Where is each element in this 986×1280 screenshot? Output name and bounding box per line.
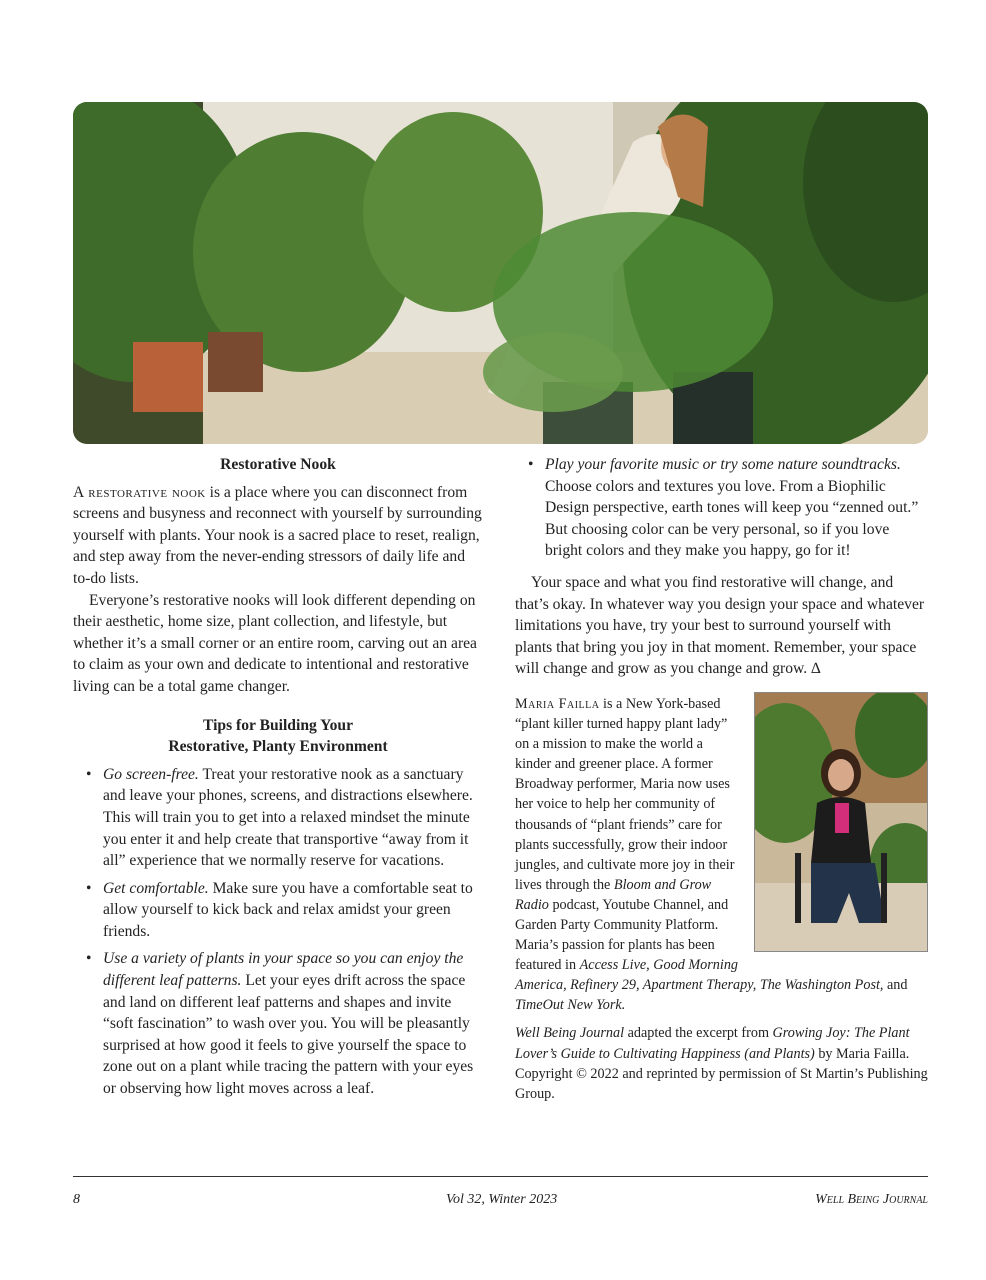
page-number: 8 bbox=[73, 1192, 80, 1207]
journal-name: Well Being Journal bbox=[815, 1192, 928, 1207]
tip-text: Let your eyes drift across the space and land on different leaf patterns and shapes and invite “soft fascination” to wash over you. You will be pleasantly surprised at how good it feels to give yourself the space to zone out on a plant while tracing the pattern with your eyes or observing how light moves across a leaf. bbox=[103, 972, 474, 1098]
author-portrait-illustration bbox=[755, 693, 927, 951]
body-paragraph: Everyone’s restorative nooks will look different depending on their aesthetic, home size, plant collection, and lifestyle, but whether it’s a small corner or an entire room, carving out an area to claim as your own and dedicate to intentional and restorative living can be a total game changer. bbox=[73, 591, 477, 695]
credit-italic: Growing Joy: The Plant Lover’s Guide to Cultivating Happiness (and Plants) bbox=[515, 1025, 910, 1062]
author-bio bbox=[515, 694, 928, 1104]
bio-italic: Bloom and Grow Radio bbox=[515, 876, 712, 913]
tips-list bbox=[73, 764, 483, 1100]
list-item bbox=[73, 764, 483, 872]
intro-text: is a place where you can disconnect from screens and busyness and reconnect with yourself by surrounding yourself with plants. Your nook is a sacred place to reset, realign, and step away from the never-ending stressors of daily life and to-do lists. bbox=[73, 483, 482, 587]
hero-photo bbox=[73, 102, 928, 444]
closing-paragraph: Your space and what you find restorative will change, and that’s okay. In whatever way you design your space and whatever limitations you have, try your best to surround yourself with plants that bring you joy in that moment. Remember, your space will change and grow as you change and grow. ∆ bbox=[515, 573, 925, 678]
tip-text: Treat your restorative nook as a sanctuary and leave your phones, screens, and distractions elsewhere. This will train you to get into a relaxed mindset the minute you enter it and help create that transportive “away from it all” experience that we normally reserve for vacations. bbox=[103, 765, 473, 870]
bullet-icon: • bbox=[528, 456, 534, 473]
volume-info: Vol 32, Winter 2023 bbox=[446, 1192, 558, 1207]
tips-heading-line-2: Restorative, Planty Environment bbox=[168, 738, 388, 756]
tip-title: Play your favorite music or try some nature soundtracks. bbox=[545, 456, 901, 473]
intro-lead: A restorative nook bbox=[73, 483, 206, 501]
tips-heading bbox=[73, 715, 483, 758]
author-name: Maria Failla bbox=[515, 695, 600, 712]
bio-fragment: is a New York-based “plant killer turned happy plant lady” on a mission to make the world a kinder and greener place. A former Broadway performer, Maria now uses her voice to help her community of thousands of “plant friends” care for plants successfully, grow their indoor jungles, and cultivate more joy in their lives through the bbox=[515, 695, 735, 893]
tips-heading-line-1: Tips for Building Your bbox=[202, 716, 354, 734]
bio-fragment: and bbox=[883, 977, 908, 994]
list-item bbox=[515, 454, 928, 562]
credit-fragment: adapted the excerpt from bbox=[624, 1025, 773, 1042]
list-item bbox=[73, 948, 483, 1099]
bio-italic: TimeOut New York. bbox=[515, 997, 626, 1014]
credit-fragment: by Maria Failla. Copyright © 2022 and reprinted by permission of St Martin’s Publishing Group. bbox=[515, 1045, 928, 1102]
left-column bbox=[73, 454, 483, 1106]
tip-text: Choose colors and textures you love. From a Biophilic Design perspective, earth tones will keep you “zenned out.” But choosing color can be very personal, so if you love bright colors and they make you happy, go for it! bbox=[545, 477, 919, 560]
author-photo bbox=[754, 692, 928, 952]
tip-title: Use a variety of plants in your space so you can enjoy the different leaf patterns. bbox=[103, 950, 464, 990]
tips-list-continued bbox=[515, 454, 928, 562]
credit-italic: Well Being Journal bbox=[515, 1025, 625, 1042]
bio-italic: Access Live, Good Morning America, Refinery 29, Apartment Therapy, The Washington Post, bbox=[515, 957, 884, 994]
tip-title: Go screen-free. bbox=[103, 765, 199, 783]
tip-title: Get comfortable. bbox=[103, 879, 209, 897]
bio-fragment: podcast, Youtube Channel, and Garden Party Community Platform. Maria’s passion for plants has been featured in bbox=[515, 896, 729, 974]
bullet-icon: • bbox=[86, 950, 92, 968]
intro-paragraph bbox=[73, 482, 483, 590]
tip-text: Make sure you have a comfortable seat to allow yourself to kick back and relax amidst your green friends. bbox=[103, 879, 473, 940]
right-column bbox=[515, 454, 928, 1104]
list-item bbox=[73, 878, 483, 943]
credit-text bbox=[515, 1023, 928, 1103]
footer-rule bbox=[73, 1176, 928, 1177]
bullet-icon: • bbox=[86, 879, 92, 897]
section-heading: Restorative Nook bbox=[220, 456, 336, 473]
bullet-icon: • bbox=[86, 765, 92, 783]
hero-plants-illustration bbox=[73, 102, 928, 444]
